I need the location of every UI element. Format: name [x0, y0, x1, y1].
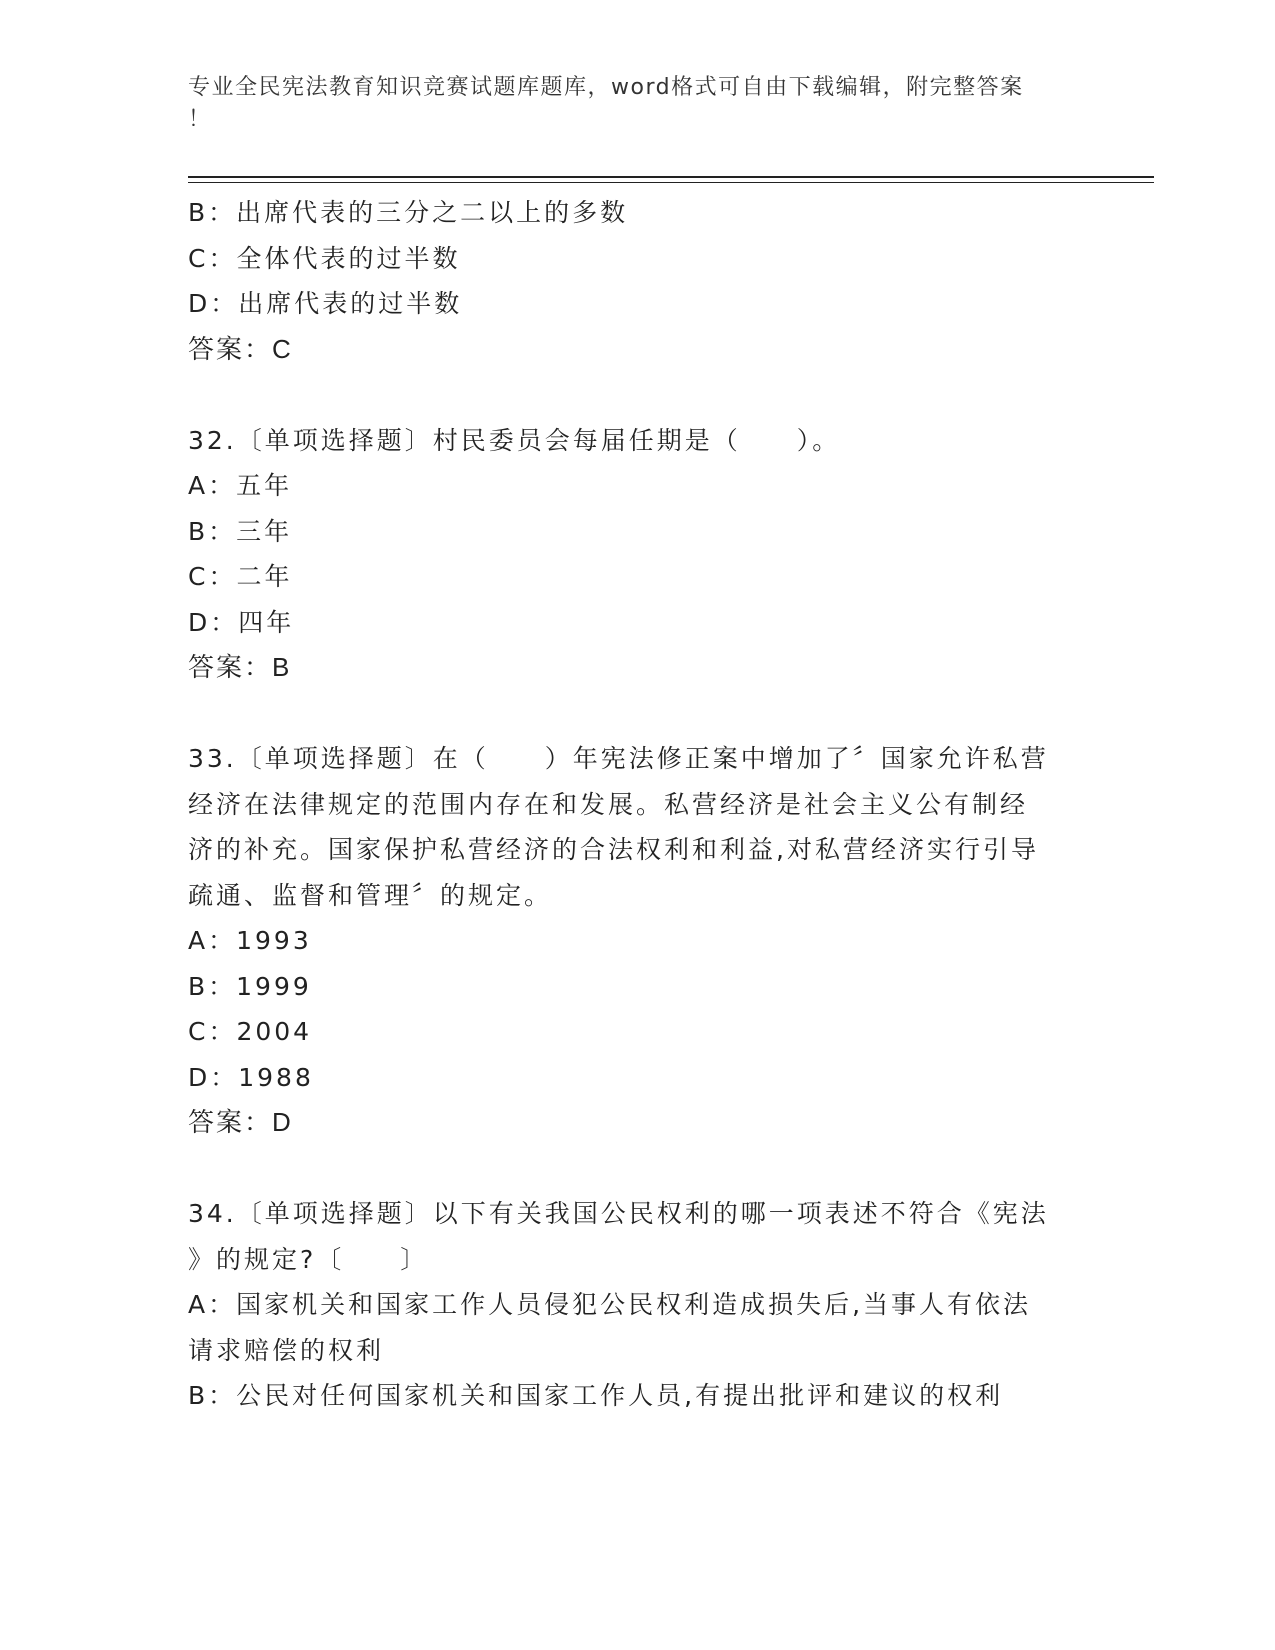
- question-text-line: 经济在法律规定的范围内存在和发展。私营经济是社会主义公有制经: [188, 789, 1029, 819]
- answer-line: 答案：B: [188, 652, 292, 682]
- header-title-line-cont: ！: [188, 107, 212, 132]
- option-a: A：1993: [188, 926, 312, 955]
- question-text: 32.〔单项选择题〕村民委员会每届任期是（ ）。: [188, 425, 841, 455]
- option-b: B：出席代表的三分之二以上的多数: [188, 198, 629, 227]
- option-b: B：1999: [188, 971, 312, 1001]
- question-31-tail: [188, 190, 1078, 372]
- spacer: [188, 372, 1078, 418]
- question-33: [188, 736, 1078, 1146]
- question-text-line: 》的规定?〔 〕: [188, 1244, 429, 1274]
- question-34: [188, 1191, 1078, 1419]
- option-a: A：五年: [188, 471, 293, 500]
- question-text-line: 疏通、监督和管理〞的规定。: [188, 880, 553, 910]
- question-text-line: 济的补充。国家保护私营经济的合法权利和利益,对私营经济实行引导: [188, 835, 1039, 864]
- question-list: [188, 190, 1078, 1419]
- option-d: D：四年: [188, 607, 295, 637]
- option-b: B：三年: [188, 516, 293, 546]
- option-b: B：公民对任何国家机关和国家工作人员,有提出批评和建议的权利: [188, 1381, 1004, 1410]
- spacer: [188, 691, 1078, 737]
- question-text-line: 34.〔单项选择题〕以下有关我国公民权利的哪一项表述不符合《宪法: [188, 1199, 1049, 1228]
- option-a-cont: 请求赔偿的权利: [188, 1335, 385, 1365]
- answer-line: 答案：C: [188, 333, 293, 364]
- option-c: C：2004: [188, 1017, 313, 1046]
- question-text-line: 33.〔单项选择题〕在（ ）年宪法修正案中增加了〞国家允许私营: [188, 744, 1049, 773]
- question-32: [188, 418, 1078, 691]
- option-d: D：出席代表的过半数: [188, 289, 463, 318]
- option-c: C：全体代表的过半数: [188, 243, 461, 273]
- header-divider-thick: [188, 176, 1154, 178]
- header-divider-thin: [188, 182, 1154, 183]
- header-title-line: 专业全民宪法教育知识竞赛试题库题库，word格式可自由下载编辑，附完整答案: [188, 75, 1024, 100]
- answer-line: 答案：D: [188, 1107, 293, 1137]
- spacer: [188, 1146, 1078, 1192]
- page-header: [188, 72, 1068, 136]
- option-c: C：二年: [188, 562, 293, 591]
- option-d: D：1988: [188, 1062, 314, 1092]
- option-a: A：国家机关和国家工作人员侵犯公民权利造成损失后,当事人有依法: [188, 1290, 1032, 1319]
